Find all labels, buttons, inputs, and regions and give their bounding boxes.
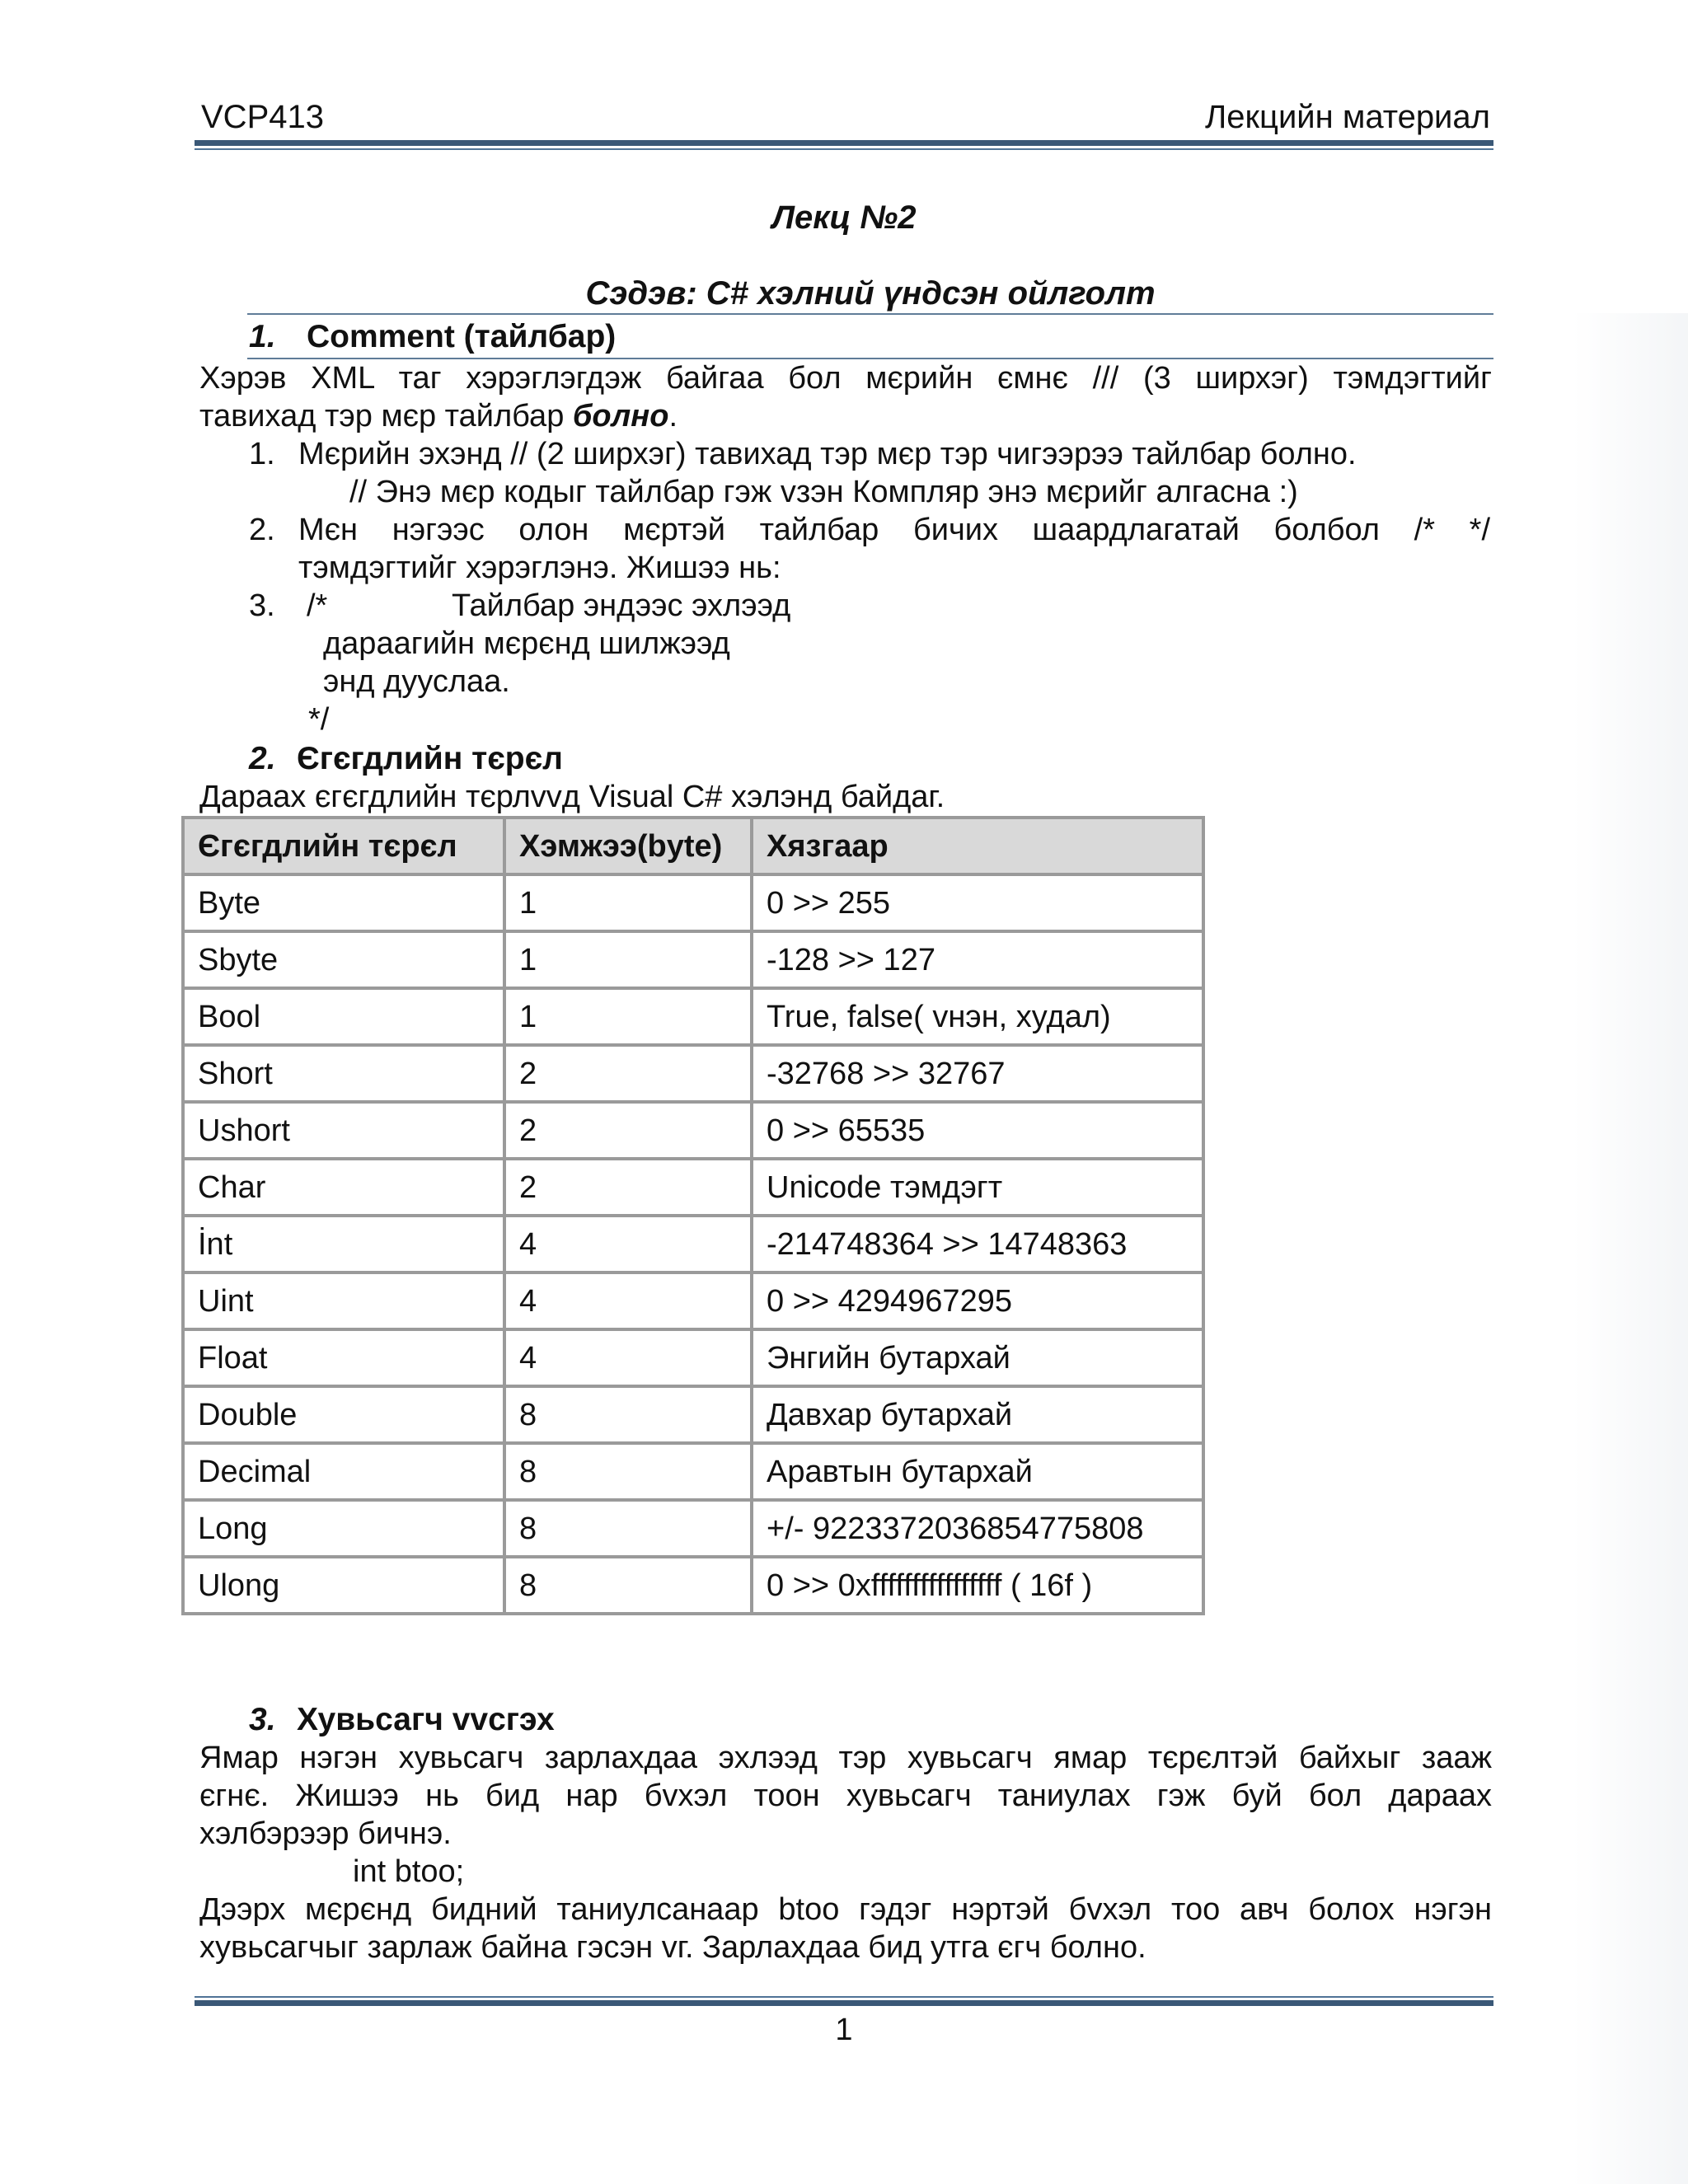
table-row [185, 1104, 1202, 1157]
section2-intro: Дараах єгєгдлийн тєрлvvд Visual C# хэлэнд байдаг. [199, 780, 945, 814]
code-comment-line3: энд дууслаа. [323, 664, 510, 699]
footer-rule-thick [195, 2000, 1493, 2006]
type-cell: Float [185, 1331, 503, 1385]
range-cell: 0 >> 255 [753, 876, 1202, 930]
page-number: 1 [835, 2013, 853, 2047]
range-cell: Аравтын бутархай [753, 1445, 1202, 1498]
table-row [185, 1331, 1202, 1385]
type-cell: Double [185, 1388, 503, 1441]
table-row [185, 1160, 1202, 1214]
list-item-1-example: // Энэ мєр кодыг тайлбар гэж vзэн Компляр энэ мєрийг алгасна :) [349, 475, 1298, 509]
table-row [185, 1217, 1202, 1271]
size-cell: 4 [506, 1274, 750, 1328]
size-cell: 4 [506, 1331, 750, 1385]
list-item-2-num: 2. [249, 513, 275, 547]
range-cell: Unicode тэмдэгт [753, 1160, 1202, 1214]
data-types-table [181, 816, 1205, 1615]
section1-number: 1. [249, 319, 276, 354]
type-cell: Short [185, 1047, 503, 1100]
code-comment-line2: дараагийн мєрєнд шилжээд [323, 626, 730, 661]
size-cell: 8 [506, 1388, 750, 1441]
section3-para1-line2: єгнє. Жишээ нь бид нар бvхэл тоон хувьсагч таниулах гэж буй бол дараах [199, 1779, 1492, 1813]
section1-para-line1: Хэрэв XML таг хэрэглэгдэж байгаа бол мєрийн ємнє /// (3 ширхэг) тэмдэгтийг [199, 361, 1492, 396]
table-row [185, 1388, 1202, 1441]
size-cell: 2 [506, 1047, 750, 1100]
table-row [185, 1445, 1202, 1498]
size-cell: 2 [506, 1104, 750, 1157]
section1-para-line2: тавихад тэр мєр тайлбар болно. [199, 399, 678, 434]
header-type: Єгєгдлийн тєрєл [185, 819, 503, 873]
size-cell: 1 [506, 990, 750, 1043]
section3-para1-line1: Ямар нэгэн хувьсагч зарлахдаа эхлээд тэр хувьсагч ямар тєрєлтэй байхыг зааж [199, 1741, 1492, 1775]
range-cell: Давхар бутархай [753, 1388, 1202, 1441]
type-cell: Decimal [185, 1445, 503, 1498]
range-cell: +/- 9223372036854775808 [753, 1502, 1202, 1555]
size-cell: 2 [506, 1160, 750, 1214]
code-comment-close: */ [308, 702, 330, 737]
header-range: Хязгаар [753, 819, 1202, 873]
header-rule-thin [195, 148, 1493, 150]
section3-number: 3. [249, 1702, 276, 1737]
table-row [185, 1502, 1202, 1555]
list-item-1-text: Мєрийн эхэнд // (2 ширхэг) тавихад тэр мєр тэр чигээрээ тайлбар болно. [298, 437, 1357, 471]
range-cell: -214748364 >> 14748363 [753, 1217, 1202, 1271]
list-item-2-text: Мєн нэгээс олон мєртэй тайлбар бичих шаардлагатай болбол /* */ [298, 513, 1490, 547]
header-rule-thick [195, 140, 1493, 146]
range-cell: 0 >> 0xffffffffffffffff ( 16f ) [753, 1558, 1202, 1612]
list-item-3-num: 3. [249, 588, 275, 623]
type-cell: Byte [185, 876, 503, 930]
code-comment-line1: Тайлбар эндээс эхлээд [452, 588, 791, 623]
topic-title: Сэдэв: C# хэлний үндсэн ойлголт [585, 275, 1156, 312]
range-cell: 0 >> 65535 [753, 1104, 1202, 1157]
header-doc-type: Лекцийн материал [1205, 99, 1490, 135]
header-size: Хэмжээ(byte) [506, 819, 750, 873]
table-row [185, 876, 1202, 930]
topic-underline [247, 313, 1493, 315]
section3-para1-line3: хэлбэрээр бичнэ. [199, 1816, 452, 1851]
code-comment-open: /* [307, 588, 328, 623]
table-row [185, 1558, 1202, 1612]
type-cell: Long [185, 1502, 503, 1555]
emphasis-bolno: болно [572, 399, 669, 434]
table-row [185, 990, 1202, 1043]
type-cell: Sbyte [185, 933, 503, 987]
section3-para2-line1: Дээрх мєрєнд бидний таниулсанаар btoo гэдэг нэртэй бvхэл тоо авч болох нэгэн [199, 1892, 1492, 1927]
table-row [185, 1047, 1202, 1100]
range-cell: -128 >> 127 [753, 933, 1202, 987]
size-cell: 1 [506, 876, 750, 930]
header-course-code: VCP413 [201, 99, 324, 135]
table-row [185, 1274, 1202, 1328]
table-row [185, 933, 1202, 987]
section3-para2-line2: хувьсагчыг зарлаж байна гэсэн vг. Зарлахдаа бид утга єгч болно. [199, 1930, 1146, 1965]
section3-title: Хувьсагч vvсгэх [297, 1702, 555, 1737]
footer-rule-thin [195, 1996, 1493, 1998]
type-cell: Char [185, 1160, 503, 1214]
type-cell: Uint [185, 1274, 503, 1328]
type-cell: Bool [185, 990, 503, 1043]
type-cell: Ulong [185, 1558, 503, 1612]
section2-title: Єгєгдлийн тєрєл [297, 741, 563, 776]
section1-title: Comment (тайлбар) [307, 319, 617, 354]
table-header-row [185, 819, 1202, 873]
page-edge-shade [1573, 313, 1688, 2184]
size-cell: 8 [506, 1445, 750, 1498]
range-cell: -32768 >> 32767 [753, 1047, 1202, 1100]
list-item-1-num: 1. [249, 437, 275, 471]
size-cell: 4 [506, 1217, 750, 1271]
range-cell: Энгийн бутархай [753, 1331, 1202, 1385]
size-cell: 8 [506, 1558, 750, 1612]
lecture-title: Лекц №2 [771, 199, 917, 236]
type-cell: İnt [185, 1217, 503, 1271]
section2-number: 2. [249, 741, 276, 776]
size-cell: 1 [506, 933, 750, 987]
size-cell: 8 [506, 1502, 750, 1555]
range-cell: True, false( vнэн, худал) [753, 990, 1202, 1043]
code-example: int btoo; [353, 1854, 465, 1889]
type-cell: Ushort [185, 1104, 503, 1157]
range-cell: 0 >> 4294967295 [753, 1274, 1202, 1328]
list-item-2-cont: тэмдэгтийг хэрэглэнэ. Жишээ нь: [298, 551, 781, 585]
